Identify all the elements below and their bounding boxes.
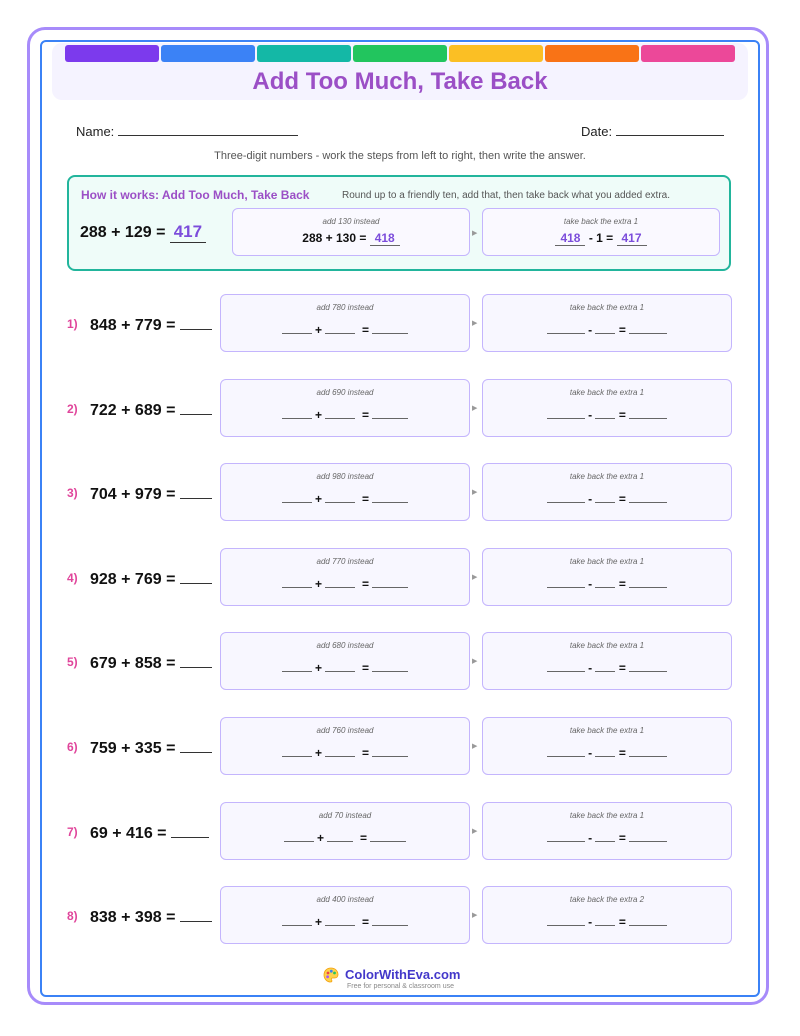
step2-row (483, 913, 731, 929)
step2-subtract-blank[interactable] (595, 406, 615, 419)
equals-sign: = (362, 915, 370, 930)
step2-result-blank[interactable] (629, 490, 667, 503)
color-stripe (257, 45, 351, 62)
step1-caption: add 780 instead (316, 303, 374, 312)
date-field[interactable] (581, 121, 724, 139)
answer-blank[interactable] (171, 823, 209, 838)
step2-start-blank[interactable] (547, 659, 585, 672)
step2-box (482, 463, 732, 521)
answer-blank[interactable] (180, 484, 212, 499)
answer-blank[interactable] (180, 738, 212, 753)
example-step2-box (482, 208, 720, 256)
answer-blank[interactable] (180, 569, 212, 584)
step1-row (221, 490, 469, 506)
step1-caption: add 400 instead (316, 895, 374, 905)
problem-equation-text: 679 + 858 = (90, 655, 176, 673)
step2-box (482, 717, 732, 775)
arrow-icon: ▶ (472, 404, 478, 412)
problem-equation-text: 704 + 979 = (90, 486, 176, 504)
example-step1-result: 418 (370, 231, 400, 246)
step2-subtract-blank[interactable] (595, 321, 615, 334)
color-stripe (641, 45, 735, 62)
minus-sign: - (588, 407, 593, 422)
equals-sign: = (618, 661, 626, 676)
answer-blank[interactable] (180, 653, 212, 668)
step2-caption: take back the extra 1 (569, 641, 645, 651)
step2-row (483, 575, 731, 591)
step2-row (483, 406, 731, 422)
step2-start-blank[interactable] (547, 321, 585, 334)
step1-result-blank[interactable] (372, 575, 408, 588)
step2-start-blank[interactable] (547, 490, 585, 503)
color-stripe (545, 45, 639, 62)
step2-row (483, 829, 731, 845)
problem-equation-text: 69 + 416 = (90, 824, 167, 842)
step1-start-blank[interactable] (284, 829, 314, 842)
step2-caption: take back the extra 1 (569, 726, 645, 735)
plus-sign: + (316, 830, 324, 845)
step1-box (220, 548, 470, 606)
problem-number: 7) (67, 824, 78, 839)
date-label: Date: (581, 124, 613, 139)
step1-start-blank[interactable] (282, 744, 312, 757)
step2-caption: take back the extra 2 (569, 895, 645, 905)
step2-caption: take back the extra 1 (569, 472, 645, 482)
step1-addend-blank[interactable] (325, 575, 355, 588)
step2-result-blank[interactable] (629, 744, 667, 757)
problem-equation-text: 722 + 689 = (90, 401, 176, 419)
how-it-works-title: How it works: Add Too Much, Take Back (81, 188, 310, 202)
example-step1-box (232, 208, 470, 256)
step1-result-blank[interactable] (372, 406, 408, 419)
step2-caption: take back the extra 1 (569, 303, 645, 312)
example-step2-result: 417 (617, 231, 647, 246)
plus-sign: + (314, 915, 322, 930)
step2-result-blank[interactable] (629, 406, 667, 419)
footer-brand: ColorWithEva.com (345, 967, 461, 982)
example-step2-start: 418 (555, 231, 585, 246)
step1-addend-blank[interactable] (325, 659, 355, 672)
step2-box (482, 632, 732, 690)
step1-start-blank[interactable] (282, 575, 312, 588)
step2-subtract-blank[interactable] (595, 829, 615, 842)
step2-result-blank[interactable] (629, 575, 667, 588)
arrow-icon: ▶ (472, 912, 478, 920)
step2-row (483, 490, 731, 506)
problem-number: 6) (67, 740, 78, 754)
arrow-icon: ▶ (472, 573, 478, 581)
step1-row (221, 744, 469, 760)
footer-tagline: Free for personal & classroom use (347, 983, 454, 990)
example-step2-row (483, 231, 719, 246)
step2-start-blank[interactable] (547, 829, 585, 842)
step1-caption: add 680 instead (316, 641, 374, 651)
arrow-icon: ▶ (472, 827, 478, 835)
step1-box (220, 294, 470, 352)
step2-row (483, 744, 731, 760)
step2-start-blank[interactable] (547, 575, 585, 588)
problem-equation (90, 569, 212, 589)
problem-number: 1) (67, 317, 78, 331)
equals-sign: = (360, 830, 368, 845)
date-line[interactable] (616, 121, 724, 136)
step2-row (483, 659, 731, 675)
step1-result-blank[interactable] (370, 829, 406, 842)
step1-box (220, 886, 470, 944)
step1-addend-blank[interactable] (327, 829, 353, 842)
minus-sign: - (588, 661, 593, 676)
problem-equation (90, 653, 212, 673)
problem-equation (90, 823, 209, 843)
minus-sign: - (588, 576, 593, 591)
step2-box (482, 294, 732, 352)
problem-equation (90, 400, 212, 420)
problem-number: 8) (67, 909, 78, 924)
step1-result-blank[interactable] (372, 490, 408, 503)
step1-caption: add 770 instead (316, 556, 374, 566)
arrow-icon: ▶ (472, 489, 478, 497)
plus-sign: + (314, 407, 322, 422)
plus-sign: + (314, 661, 322, 676)
problem-equation-text: 848 + 779 = (90, 317, 176, 334)
example-step2-caption: take back the extra 1 (563, 217, 639, 226)
instructions: Three-digit numbers - work the steps from left to right, then write the answer. (214, 150, 586, 162)
how-it-works-description: Round up to a friendly ten, add that, then take back what you added extra. (342, 190, 670, 201)
color-stripe (449, 45, 543, 62)
equals-sign: = (362, 323, 370, 337)
problem-equation-text: 838 + 398 = (90, 909, 176, 927)
name-line[interactable] (118, 121, 298, 136)
problem-equation-text: 759 + 335 = (90, 740, 176, 757)
example-equation (80, 222, 206, 243)
step2-caption: take back the extra 1 (569, 810, 645, 820)
palette-icon (323, 967, 339, 983)
step1-row (221, 829, 469, 845)
equals-sign: = (618, 323, 626, 337)
problem-number: 3) (67, 486, 78, 501)
step2-result-blank[interactable] (629, 321, 667, 334)
step1-result-blank[interactable] (372, 744, 408, 757)
answer-blank[interactable] (180, 907, 212, 922)
equals-sign: = (618, 407, 626, 422)
equals-sign: = (362, 576, 370, 591)
step2-subtract-blank[interactable] (595, 913, 615, 926)
equals-sign: = (618, 915, 626, 930)
example-answer: 417 (170, 222, 206, 243)
example-step1-caption: add 130 instead (322, 217, 380, 226)
minus-sign: - (588, 915, 593, 930)
step1-addend-blank[interactable] (325, 406, 355, 419)
example-equation-text: 288 + 129 = (80, 224, 166, 241)
answer-blank[interactable] (180, 400, 212, 415)
problem-equation (90, 738, 212, 758)
step2-result-blank[interactable] (629, 659, 667, 672)
page-title: Add Too Much, Take Back (252, 68, 548, 95)
arrow-icon: ▶ (472, 743, 478, 750)
equals-sign: = (618, 830, 626, 845)
problem-equation (90, 315, 212, 335)
arrow-icon: ▶ (472, 320, 478, 327)
step1-addend-blank[interactable] (325, 913, 355, 926)
arrow-icon: ▶ (472, 658, 478, 666)
step1-start-blank[interactable] (282, 913, 312, 926)
name-field[interactable] (76, 121, 298, 139)
step1-addend-blank[interactable] (325, 321, 355, 334)
step2-result-blank[interactable] (629, 913, 667, 926)
step1-start-blank[interactable] (282, 406, 312, 419)
step2-subtract-blank[interactable] (595, 490, 615, 503)
step2-box (482, 886, 732, 944)
minus-sign: - (588, 746, 593, 760)
color-stripe (65, 45, 159, 62)
minus-sign: - (588, 830, 593, 845)
step2-subtract-blank[interactable] (595, 744, 615, 757)
plus-sign: + (314, 746, 322, 760)
step1-result-blank[interactable] (372, 659, 408, 672)
problem-equation-text: 928 + 769 = (90, 570, 176, 588)
step1-start-blank[interactable] (282, 321, 312, 334)
step1-box (220, 632, 470, 690)
step1-start-blank[interactable] (282, 659, 312, 672)
step2-box (482, 802, 732, 860)
step1-box (220, 802, 470, 860)
example-step1-row (233, 231, 469, 246)
step2-start-blank[interactable] (547, 406, 585, 419)
step2-start-blank[interactable] (547, 744, 585, 757)
step2-caption: take back the extra 1 (569, 387, 645, 397)
step1-start-blank[interactable] (282, 490, 312, 503)
equals-sign: = (362, 661, 370, 676)
minus-sign: - (588, 323, 593, 337)
color-stripe (353, 45, 447, 62)
step1-row (221, 913, 469, 929)
equals-sign: = (362, 492, 370, 507)
equals-sign: = (362, 407, 370, 422)
step1-caption: add 690 instead (316, 387, 374, 397)
problem-number: 5) (67, 655, 78, 670)
color-stripe (161, 45, 255, 62)
equals-sign: = (618, 746, 626, 760)
name-label: Name: (76, 124, 115, 139)
step2-row (483, 321, 731, 337)
step1-caption: add 760 instead (316, 726, 374, 735)
step1-row (221, 321, 469, 337)
example-step2-op: - 1 = (588, 231, 614, 245)
problem-number: 2) (67, 401, 78, 416)
step2-subtract-blank[interactable] (595, 575, 615, 588)
step1-result-blank[interactable] (372, 913, 408, 926)
step1-caption: add 70 instead (318, 810, 372, 820)
minus-sign: - (588, 492, 593, 507)
step1-box (220, 463, 470, 521)
step2-result-blank[interactable] (629, 829, 667, 842)
step1-addend-blank[interactable] (325, 744, 355, 757)
equals-sign: = (362, 746, 370, 760)
problem-equation (90, 907, 212, 927)
problem-number: 4) (67, 570, 78, 585)
answer-blank[interactable] (180, 315, 212, 330)
problem-equation (90, 484, 212, 504)
plus-sign: + (314, 492, 322, 507)
step1-row (221, 575, 469, 591)
step1-box (220, 717, 470, 775)
step1-addend-blank[interactable] (325, 490, 355, 503)
step1-caption: add 980 instead (316, 472, 374, 482)
step1-box (220, 379, 470, 437)
step2-box (482, 548, 732, 606)
step1-row (221, 406, 469, 422)
step2-caption: take back the extra 1 (569, 556, 645, 566)
step2-box (482, 379, 732, 437)
plus-sign: + (314, 323, 322, 337)
equals-sign: = (618, 576, 626, 591)
equals-sign: = (618, 492, 626, 507)
example-step1-equation: 288 + 130 = (302, 231, 367, 245)
step2-start-blank[interactable] (547, 913, 585, 926)
example-arrow-icon: ▶ (472, 230, 478, 237)
step1-row (221, 659, 469, 675)
step2-subtract-blank[interactable] (595, 659, 615, 672)
step1-result-blank[interactable] (372, 321, 408, 334)
plus-sign: + (314, 576, 322, 591)
